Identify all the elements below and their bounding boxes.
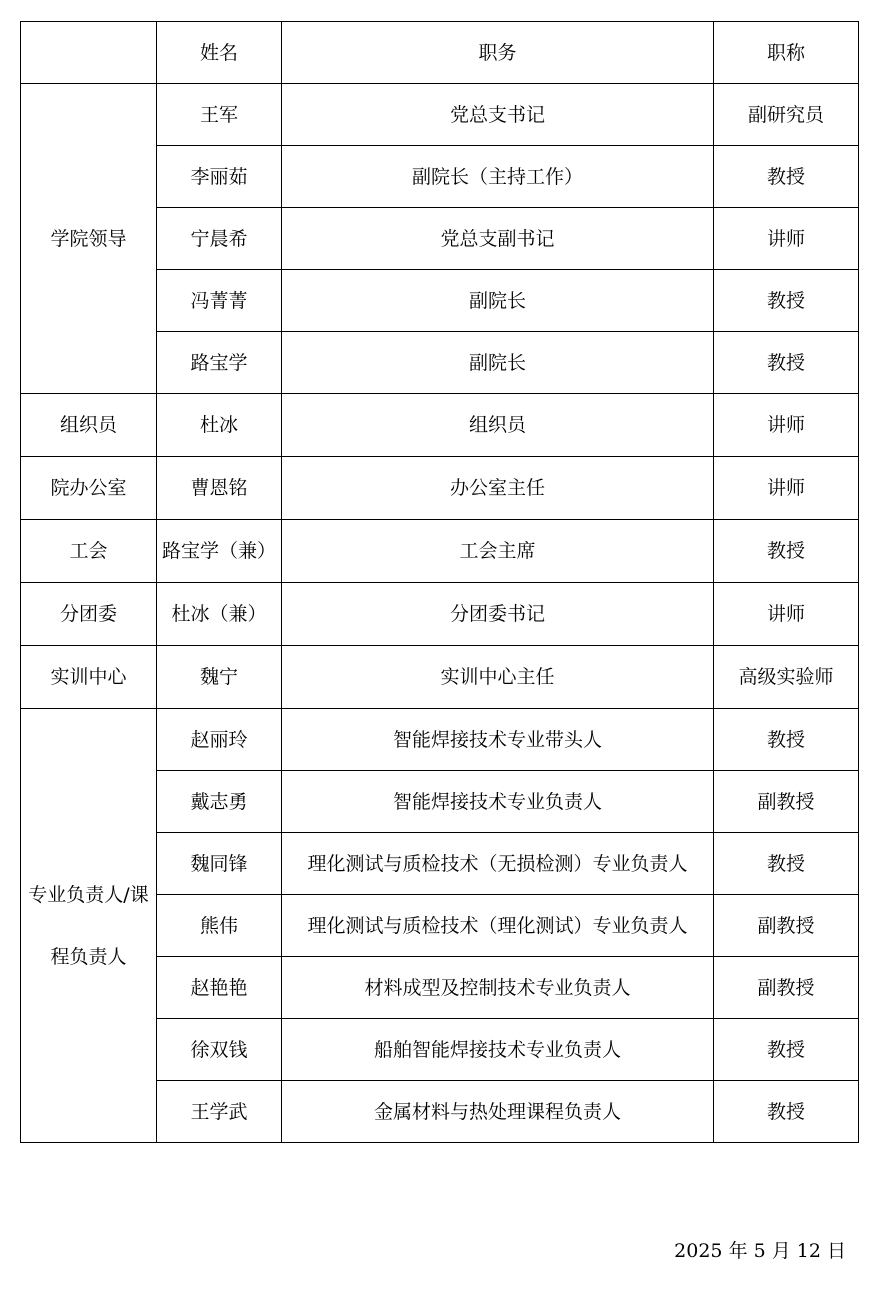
- person-name: 冯菁菁: [157, 270, 282, 332]
- table-row: [21, 709, 859, 771]
- group-label: 学院领导: [21, 84, 157, 394]
- title-cell: 讲师: [714, 457, 859, 520]
- person-name: 魏同锋: [157, 833, 282, 895]
- document-date: 2025 年 5 月 12 日: [674, 1240, 846, 1262]
- position-cell: 党总支副书记: [282, 208, 714, 270]
- title-cell: 副研究员: [714, 84, 859, 146]
- title-cell: 副教授: [714, 771, 859, 833]
- table-row: [21, 520, 859, 583]
- header-group: [21, 22, 157, 84]
- position-cell: 理化测试与质检技术（理化测试）专业负责人: [282, 895, 714, 957]
- group-label: 工会: [21, 520, 157, 583]
- person-name: 赵丽玲: [157, 709, 282, 771]
- position-cell: 理化测试与质检技术（无损检测）专业负责人: [282, 833, 714, 895]
- table-row: [21, 646, 859, 709]
- person-name: 魏宁: [157, 646, 282, 709]
- position-cell: 船舶智能焊接技术专业负责人: [282, 1019, 714, 1081]
- person-name: 王学武: [157, 1081, 282, 1143]
- position-cell: 智能焊接技术专业带头人: [282, 709, 714, 771]
- title-cell: 讲师: [714, 208, 859, 270]
- title-cell: 教授: [714, 833, 859, 895]
- position-cell: 实训中心主任: [282, 646, 714, 709]
- person-name: 熊伟: [157, 895, 282, 957]
- position-cell: 组织员: [282, 394, 714, 457]
- position-cell: 办公室主任: [282, 457, 714, 520]
- header-title: 职称: [714, 22, 859, 84]
- person-name: 徐双钱: [157, 1019, 282, 1081]
- person-name: 赵艳艳: [157, 957, 282, 1019]
- group-label: 院办公室: [21, 457, 157, 520]
- group-label: 实训中心: [21, 646, 157, 709]
- header-row: [21, 22, 859, 84]
- position-cell: 副院长（主持工作）: [282, 146, 714, 208]
- title-cell: 教授: [714, 709, 859, 771]
- position-cell: 分团委书记: [282, 583, 714, 646]
- person-name: 宁晨希: [157, 208, 282, 270]
- title-cell: 副教授: [714, 957, 859, 1019]
- header-name: 姓名: [157, 22, 282, 84]
- position-cell: 党总支书记: [282, 84, 714, 146]
- group-label: 分团委: [21, 583, 157, 646]
- person-name: 杜冰: [157, 394, 282, 457]
- title-cell: 教授: [714, 1019, 859, 1081]
- header-position: 职务: [282, 22, 714, 84]
- staff-table: [20, 21, 859, 1143]
- person-name: 杜冰（兼）: [157, 583, 282, 646]
- group-label: 专业负责人/课程负责人: [21, 709, 157, 1143]
- position-cell: 工会主席: [282, 520, 714, 583]
- person-name: 王军: [157, 84, 282, 146]
- group-label: 组织员: [21, 394, 157, 457]
- person-name: 路宝学（兼）: [157, 520, 282, 583]
- position-cell: 副院长: [282, 332, 714, 394]
- title-cell: 教授: [714, 332, 859, 394]
- person-name: 路宝学: [157, 332, 282, 394]
- person-name: 曹恩铭: [157, 457, 282, 520]
- title-cell: 教授: [714, 520, 859, 583]
- person-name: 李丽茹: [157, 146, 282, 208]
- title-cell: 高级实验师: [714, 646, 859, 709]
- table-row: [21, 394, 859, 457]
- person-name: 戴志勇: [157, 771, 282, 833]
- title-cell: 教授: [714, 270, 859, 332]
- title-cell: 教授: [714, 146, 859, 208]
- title-cell: 副教授: [714, 895, 859, 957]
- position-cell: 金属材料与热处理课程负责人: [282, 1081, 714, 1143]
- table-row: [21, 84, 859, 146]
- position-cell: 智能焊接技术专业负责人: [282, 771, 714, 833]
- position-cell: 材料成型及控制技术专业负责人: [282, 957, 714, 1019]
- title-cell: 讲师: [714, 394, 859, 457]
- title-cell: 教授: [714, 1081, 859, 1143]
- position-cell: 副院长: [282, 270, 714, 332]
- table-row: [21, 457, 859, 520]
- table-row: [21, 583, 859, 646]
- title-cell: 讲师: [714, 583, 859, 646]
- table-body: [21, 22, 859, 1143]
